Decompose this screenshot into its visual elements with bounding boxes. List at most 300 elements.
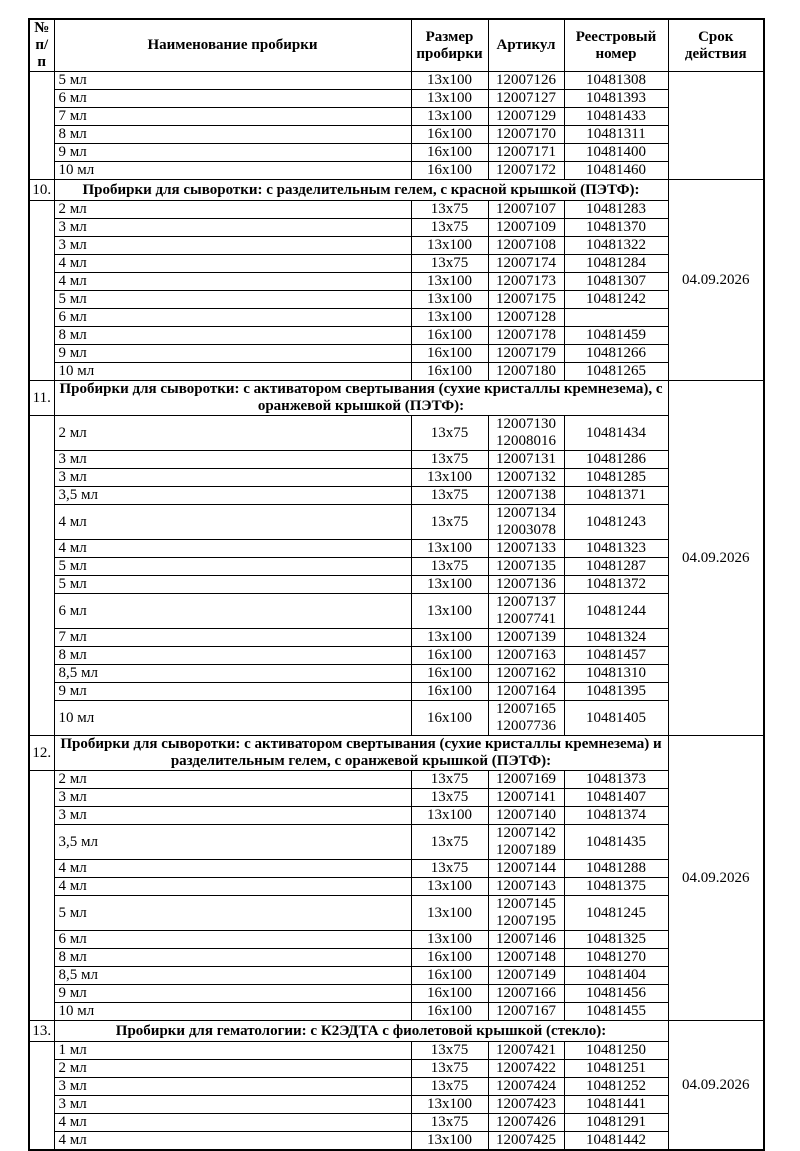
table-row [29, 72, 764, 90]
tube-size-cell: 13x100 [411, 469, 488, 487]
article-cell [488, 201, 564, 219]
validity-cell: 04.09.2026 [668, 1021, 764, 1151]
tube-name-cell: 3 мл [54, 789, 411, 807]
registry-number-cell: 10481404 [564, 967, 668, 985]
section-header-row [29, 1021, 764, 1042]
tube-name-cell: 2 мл [54, 1060, 411, 1078]
tube-name-cell: 9 мл [54, 985, 411, 1003]
registry-number-cell: 10481285 [564, 469, 668, 487]
table-row [29, 273, 764, 291]
tube-name-cell: 6 мл [54, 309, 411, 327]
article-cell [488, 1042, 564, 1060]
article-cell [488, 469, 564, 487]
table-row [29, 576, 764, 594]
registry-number-cell: 10481434 [564, 416, 668, 451]
article-number: 12007148 [496, 949, 556, 965]
registry-number-cell: 10481459 [564, 327, 668, 345]
article-cell [488, 363, 564, 381]
tube-size-cell: 16x100 [411, 327, 488, 345]
registry-number-cell: 10481283 [564, 201, 668, 219]
registry-number-cell: 10481370 [564, 219, 668, 237]
tube-size-cell: 13x75 [411, 1114, 488, 1132]
article-cell [488, 416, 564, 451]
registry-number-cell: 10481265 [564, 363, 668, 381]
article-number: 12007144 [496, 860, 556, 876]
tube-name-cell: 4 мл [54, 878, 411, 896]
article-cell [488, 629, 564, 647]
table-row [29, 487, 764, 505]
table-row [29, 878, 764, 896]
article-cell [488, 594, 564, 629]
tube-name-cell: 10 мл [54, 1003, 411, 1021]
tube-size-cell: 13x100 [411, 878, 488, 896]
registry-number-cell: 10481284 [564, 255, 668, 273]
row-number-spacer-cell [29, 72, 54, 180]
table-row [29, 931, 764, 949]
validity-cell: 04.09.2026 [668, 180, 764, 381]
tube-name-cell: 9 мл [54, 683, 411, 701]
table-row [29, 771, 764, 789]
validity-cell: 04.09.2026 [668, 381, 764, 736]
article-number: 12007138 [496, 487, 556, 503]
registry-number-cell: 10481460 [564, 162, 668, 180]
row-number-spacer-cell [29, 771, 54, 1021]
article-number: 12007145 [496, 896, 556, 912]
tube-size-cell: 13x100 [411, 108, 488, 126]
article-cell [488, 273, 564, 291]
article-cell [488, 255, 564, 273]
article-number: 12007424 [496, 1078, 556, 1094]
registry-number-cell: 10481374 [564, 807, 668, 825]
table-row [29, 665, 764, 683]
registry-number-cell: 10481266 [564, 345, 668, 363]
registry-number-cell: 10481324 [564, 629, 668, 647]
registry-number-cell: 10481322 [564, 237, 668, 255]
article-cell [488, 683, 564, 701]
table-header-row [29, 19, 764, 72]
tube-size-cell: 13x100 [411, 1132, 488, 1151]
article-cell [488, 896, 564, 931]
table-row [29, 825, 764, 860]
article-cell [488, 576, 564, 594]
tube-size-cell: 16x100 [411, 162, 488, 180]
registry-number-cell: 10481433 [564, 108, 668, 126]
table-row [29, 126, 764, 144]
article-number: 12007173 [496, 273, 556, 289]
tube-name-cell: 2 мл [54, 201, 411, 219]
tube-name-cell: 3 мл [54, 1096, 411, 1114]
tube-size-cell: 13x75 [411, 487, 488, 505]
article-number: 12007422 [496, 1060, 556, 1076]
article-number: 12007169 [496, 771, 556, 787]
article-number: 12007135 [496, 558, 556, 574]
row-number-spacer-cell [29, 1042, 54, 1151]
tube-name-cell: 8,5 мл [54, 665, 411, 683]
article-number: 12007130 [496, 416, 556, 432]
tube-size-cell: 13x75 [411, 860, 488, 878]
article-number: 12007139 [496, 629, 556, 645]
tubes-registry-table [28, 18, 765, 1151]
tube-name-cell: 3 мл [54, 807, 411, 825]
section-number-cell: 10. [29, 180, 54, 201]
table-row [29, 255, 764, 273]
article-cell [488, 860, 564, 878]
table-row [29, 144, 764, 162]
tube-size-cell: 16x100 [411, 144, 488, 162]
article-cell [488, 825, 564, 860]
tube-size-cell: 13x75 [411, 255, 488, 273]
article-number: 12007127 [496, 90, 556, 106]
tube-size-cell: 13x100 [411, 807, 488, 825]
registry-number-cell: 10481442 [564, 1132, 668, 1151]
validity-cell [668, 72, 764, 180]
article-number: 12007172 [496, 162, 556, 178]
column-header-name: Наименование пробирки [54, 19, 411, 72]
article-cell [488, 451, 564, 469]
section-number-cell: 11. [29, 381, 54, 416]
article-cell [488, 72, 564, 90]
article-cell [488, 309, 564, 327]
table-row [29, 219, 764, 237]
article-cell [488, 126, 564, 144]
tube-name-cell: 3,5 мл [54, 487, 411, 505]
tube-name-cell: 4 мл [54, 540, 411, 558]
tube-size-cell: 13x75 [411, 416, 488, 451]
table-row [29, 896, 764, 931]
article-cell [488, 144, 564, 162]
article-cell [488, 1132, 564, 1151]
registry-number-cell: 10481400 [564, 144, 668, 162]
registry-number-cell: 10481288 [564, 860, 668, 878]
table-row [29, 309, 764, 327]
tube-name-cell: 3 мл [54, 237, 411, 255]
registry-number-cell: 10481375 [564, 878, 668, 896]
section-header-row [29, 736, 764, 771]
article-number: 12007108 [496, 237, 556, 253]
tube-size-cell: 13x100 [411, 629, 488, 647]
tube-size-cell: 13x75 [411, 201, 488, 219]
article-cell [488, 540, 564, 558]
article-cell [488, 878, 564, 896]
registry-number-cell: 10481455 [564, 1003, 668, 1021]
registry-number-cell: 10481308 [564, 72, 668, 90]
article-number: 12003078 [496, 522, 556, 538]
column-header-size: Размер пробирки [411, 19, 488, 72]
tube-name-cell: 6 мл [54, 90, 411, 108]
registry-number-cell: 10481252 [564, 1078, 668, 1096]
tube-size-cell: 16x100 [411, 126, 488, 144]
tube-size-cell: 16x100 [411, 363, 488, 381]
registry-number-cell: 10481242 [564, 291, 668, 309]
tube-size-cell: 13x75 [411, 825, 488, 860]
article-cell [488, 701, 564, 736]
table-row [29, 451, 764, 469]
article-cell [488, 505, 564, 540]
table-row [29, 162, 764, 180]
table-row [29, 505, 764, 540]
registry-number-cell: 10481456 [564, 985, 668, 1003]
tube-name-cell: 8 мл [54, 647, 411, 665]
column-header-article: Артикул [488, 19, 564, 72]
article-cell [488, 949, 564, 967]
section-header-row [29, 381, 764, 416]
article-number: 12007136 [496, 576, 556, 592]
table-row [29, 860, 764, 878]
tube-name-cell: 3 мл [54, 1078, 411, 1096]
tube-size-cell: 13x75 [411, 771, 488, 789]
registry-number-cell: 10481250 [564, 1042, 668, 1060]
tube-size-cell: 13x75 [411, 789, 488, 807]
tube-name-cell: 3 мл [54, 451, 411, 469]
row-number-spacer-cell [29, 201, 54, 381]
tube-size-cell: 13x100 [411, 1096, 488, 1114]
article-number: 12007126 [496, 72, 556, 88]
section-number-cell: 13. [29, 1021, 54, 1042]
tube-name-cell: 10 мл [54, 363, 411, 381]
article-cell [488, 90, 564, 108]
tube-name-cell: 2 мл [54, 771, 411, 789]
article-number: 12007175 [496, 291, 556, 307]
article-number: 12007163 [496, 647, 556, 663]
table-row [29, 558, 764, 576]
article-cell [488, 237, 564, 255]
tube-name-cell: 5 мл [54, 576, 411, 594]
article-cell [488, 219, 564, 237]
tube-name-cell: 5 мл [54, 558, 411, 576]
table-row [29, 108, 764, 126]
article-number: 12007149 [496, 967, 556, 983]
article-cell [488, 789, 564, 807]
table-row [29, 683, 764, 701]
article-number: 12007164 [496, 683, 556, 699]
tube-size-cell: 13x100 [411, 309, 488, 327]
tube-name-cell: 8,5 мл [54, 967, 411, 985]
tube-size-cell: 16x100 [411, 665, 488, 683]
tube-name-cell: 8 мл [54, 949, 411, 967]
tube-name-cell: 4 мл [54, 1132, 411, 1151]
tube-name-cell: 4 мл [54, 860, 411, 878]
registry-number-cell: 10481407 [564, 789, 668, 807]
article-number: 12007174 [496, 255, 556, 271]
article-number: 12007178 [496, 327, 556, 343]
registry-number-cell: 10481371 [564, 487, 668, 505]
article-number: 12007109 [496, 219, 556, 235]
article-number: 12007195 [496, 913, 556, 929]
tube-size-cell: 13x100 [411, 931, 488, 949]
column-header-num: № п/п [29, 19, 54, 72]
tube-name-cell: 8 мл [54, 126, 411, 144]
table-row [29, 629, 764, 647]
tube-size-cell: 16x100 [411, 683, 488, 701]
registry-number-cell: 10481311 [564, 126, 668, 144]
tube-size-cell: 13x100 [411, 72, 488, 90]
tube-name-cell: 2 мл [54, 416, 411, 451]
table-row [29, 647, 764, 665]
table-row [29, 949, 764, 967]
tube-size-cell: 16x100 [411, 345, 488, 363]
table-row [29, 291, 764, 309]
registry-number-cell: 10481405 [564, 701, 668, 736]
article-number: 12007133 [496, 540, 556, 556]
article-cell [488, 487, 564, 505]
tube-size-cell: 16x100 [411, 985, 488, 1003]
registry-number-cell: 10481325 [564, 931, 668, 949]
tube-name-cell: 4 мл [54, 505, 411, 540]
table-row [29, 701, 764, 736]
tube-size-cell: 16x100 [411, 949, 488, 967]
article-cell [488, 771, 564, 789]
section-title-cell: Пробирки для сыворотки: с активатором свертывания (сухие кристаллы кремнезема) и разделительным гелем, с оранжевой крышкой (ПЭТФ): [54, 736, 668, 771]
registry-number-cell: 10481395 [564, 683, 668, 701]
table-row [29, 201, 764, 219]
registry-number-cell: 10481373 [564, 771, 668, 789]
tube-size-cell: 13x100 [411, 540, 488, 558]
row-number-spacer-cell [29, 416, 54, 736]
tube-size-cell: 13x75 [411, 1078, 488, 1096]
table-row [29, 789, 764, 807]
registry-number-cell: 10481393 [564, 90, 668, 108]
table-row [29, 90, 764, 108]
tube-size-cell: 13x100 [411, 576, 488, 594]
tube-name-cell: 4 мл [54, 1114, 411, 1132]
registry-number-cell [564, 309, 668, 327]
article-cell [488, 558, 564, 576]
article-number: 12007170 [496, 126, 556, 142]
table-row [29, 985, 764, 1003]
table-row [29, 540, 764, 558]
article-cell [488, 1096, 564, 1114]
registry-number-cell: 10481435 [564, 825, 668, 860]
tube-size-cell: 13x75 [411, 505, 488, 540]
article-cell [488, 108, 564, 126]
article-cell [488, 1060, 564, 1078]
article-number: 12007189 [496, 842, 556, 858]
tube-size-cell: 13x75 [411, 1060, 488, 1078]
tube-name-cell: 3 мл [54, 219, 411, 237]
registry-number-cell: 10481245 [564, 896, 668, 931]
registry-number-cell: 10481243 [564, 505, 668, 540]
article-number: 12007165 [496, 701, 556, 717]
registry-number-cell: 10481457 [564, 647, 668, 665]
section-title-cell: Пробирки для сыворотки: с разделительным гелем, с красной крышкой (ПЭТФ): [54, 180, 668, 201]
tube-size-cell: 13x100 [411, 237, 488, 255]
tube-size-cell: 13x100 [411, 594, 488, 629]
tube-size-cell: 13x100 [411, 90, 488, 108]
article-cell [488, 1114, 564, 1132]
article-number: 12007141 [496, 789, 556, 805]
tube-size-cell: 13x75 [411, 219, 488, 237]
section-title-cell: Пробирки для гематологии: с К2ЭДТА с фиолетовой крышкой (стекло): [54, 1021, 668, 1042]
article-cell [488, 291, 564, 309]
tube-name-cell: 5 мл [54, 896, 411, 931]
tube-size-cell: 16x100 [411, 647, 488, 665]
article-number: 12007140 [496, 807, 556, 823]
table-row [29, 1132, 764, 1151]
tube-size-cell: 13x100 [411, 896, 488, 931]
registry-number-cell: 10481251 [564, 1060, 668, 1078]
registry-number-cell: 10481323 [564, 540, 668, 558]
tube-name-cell: 6 мл [54, 594, 411, 629]
registry-number-cell: 10481270 [564, 949, 668, 967]
table-row [29, 967, 764, 985]
article-number: 12007131 [496, 451, 556, 467]
tube-size-cell: 13x100 [411, 291, 488, 309]
article-number: 12007179 [496, 345, 556, 361]
article-cell [488, 807, 564, 825]
article-cell [488, 327, 564, 345]
article-number: 12008016 [496, 433, 556, 449]
article-number: 12007736 [496, 718, 556, 734]
table-row [29, 594, 764, 629]
tube-name-cell: 4 мл [54, 255, 411, 273]
article-number: 12007425 [496, 1132, 556, 1148]
tube-name-cell: 10 мл [54, 162, 411, 180]
registry-number-cell: 10481244 [564, 594, 668, 629]
article-number: 12007166 [496, 985, 556, 1001]
article-cell [488, 1078, 564, 1096]
article-number: 12007129 [496, 108, 556, 124]
article-number: 12007134 [496, 505, 556, 521]
table-row [29, 1114, 764, 1132]
tubes-table-body [29, 72, 764, 1151]
tube-size-cell: 16x100 [411, 1003, 488, 1021]
tube-size-cell: 13x75 [411, 451, 488, 469]
section-title-cell: Пробирки для сыворотки: с активатором свертывания (сухие кристаллы кремнезема), с оранжевой крышкой (ПЭТФ): [54, 381, 668, 416]
table-row [29, 1060, 764, 1078]
tube-name-cell: 3 мл [54, 469, 411, 487]
article-number: 12007132 [496, 469, 556, 485]
table-row [29, 1078, 764, 1096]
tube-name-cell: 4 мл [54, 273, 411, 291]
article-number: 12007128 [496, 309, 556, 325]
article-number: 12007171 [496, 144, 556, 160]
tube-size-cell: 16x100 [411, 967, 488, 985]
tube-size-cell: 16x100 [411, 701, 488, 736]
article-number: 12007142 [496, 825, 556, 841]
registry-number-cell: 10481286 [564, 451, 668, 469]
article-number: 12007180 [496, 363, 556, 379]
tube-name-cell: 5 мл [54, 291, 411, 309]
table-row [29, 327, 764, 345]
article-number: 12007162 [496, 665, 556, 681]
table-row [29, 416, 764, 451]
tube-name-cell: 9 мл [54, 345, 411, 363]
column-header-registry: Реестровый номер [564, 19, 668, 72]
table-row [29, 345, 764, 363]
table-row [29, 469, 764, 487]
tube-name-cell: 10 мл [54, 701, 411, 736]
article-number: 12007146 [496, 931, 556, 947]
table-row [29, 363, 764, 381]
tube-size-cell: 13x75 [411, 558, 488, 576]
registry-number-cell: 10481372 [564, 576, 668, 594]
article-cell [488, 985, 564, 1003]
registry-number-cell: 10481287 [564, 558, 668, 576]
article-number: 12007741 [496, 611, 556, 627]
tube-name-cell: 5 мл [54, 72, 411, 90]
article-cell [488, 345, 564, 363]
registry-number-cell: 10481307 [564, 273, 668, 291]
section-number-cell: 12. [29, 736, 54, 771]
tube-name-cell: 7 мл [54, 629, 411, 647]
tube-size-cell: 13x75 [411, 1042, 488, 1060]
section-header-row [29, 180, 764, 201]
tube-name-cell: 7 мл [54, 108, 411, 126]
column-header-validity: Срок действия [668, 19, 764, 72]
article-number: 12007421 [496, 1042, 556, 1058]
article-cell [488, 647, 564, 665]
article-cell [488, 931, 564, 949]
